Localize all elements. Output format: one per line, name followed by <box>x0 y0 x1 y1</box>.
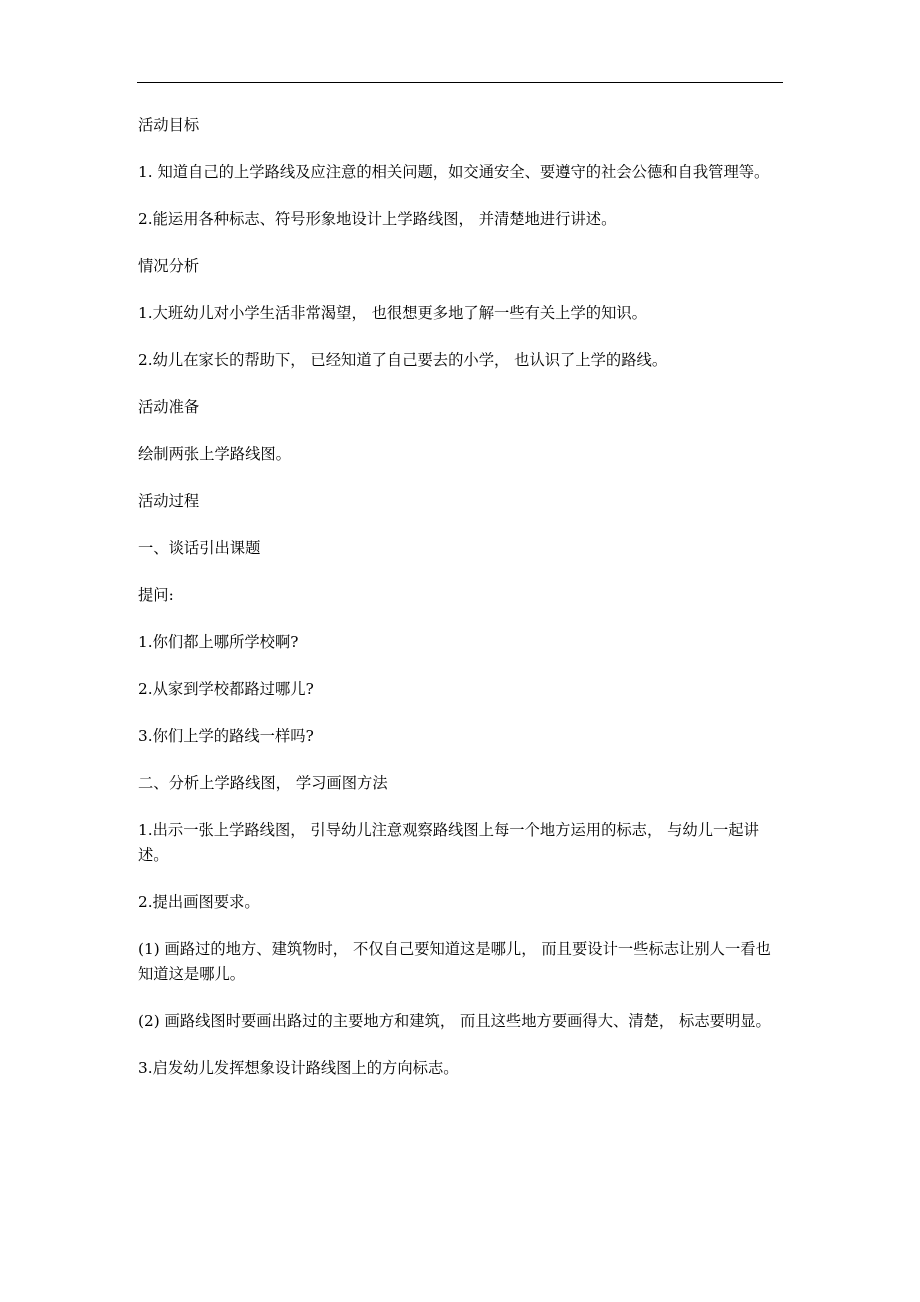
requirement-1: (1) 画路过的地方、建筑物时， 不仅自己要知道这是哪儿， 而且要设计一些标志让别人一看也知道这是哪儿。 <box>138 940 771 983</box>
heading-situation-analysis: 情况分析 <box>138 257 200 275</box>
preparation-text: 绘制两张上学路线图。 <box>138 445 291 463</box>
analysis-item-2: 2.幼儿在家长的帮助下， 已经知道了自己要去的小学， 也认识了上学的路线。 <box>138 351 668 369</box>
analysis-item-1: 1.大班幼儿对小学生活非常渴望， 也很想更多地了解一些有关上学的知识。 <box>138 304 647 322</box>
heading-activity-goals: 活动目标 <box>138 116 200 134</box>
goal-item-2: 2.能运用各种标志、符号形象地设计上学路线图， 并清楚地进行讲述。 <box>138 210 617 228</box>
question-1: 1.你们都上哪所学校啊? <box>138 633 299 651</box>
heading-activity-process: 活动过程 <box>138 492 200 510</box>
questions-label: 提问: <box>138 586 174 604</box>
question-2: 2.从家到学校都路过哪儿? <box>138 680 314 698</box>
requirement-2: (2) 画路线图时要画出路过的主要地方和建筑， 而且这些地方要画得大、清楚， 标志要明显。 <box>138 1012 771 1030</box>
process-section-1-title: 一、谈话引出课题 <box>138 539 261 557</box>
goal-item-1: 1. 知道自己的上学路线及应注意的相关问题，如交通安全、要遵守的社会公德和自我管理等。 <box>138 163 770 181</box>
process-section-2-title: 二、分析上学路线图， 学习画图方法 <box>138 774 388 792</box>
heading-activity-preparation: 活动准备 <box>138 398 200 416</box>
section-2-item-3: 3.启发幼儿发挥想象设计路线图上的方向标志。 <box>138 1059 459 1077</box>
document-body <box>138 113 783 1103</box>
header-rule <box>137 82 783 83</box>
section-2-item-1: 1.出示一张上学路线图， 引导幼儿注意观察路线图上每一个地方运用的标志， 与幼儿一起讲述。 <box>138 821 759 864</box>
question-3: 3.你们上学的路线一样吗? <box>138 727 314 745</box>
section-2-item-2: 2.提出画图要求。 <box>138 893 260 911</box>
